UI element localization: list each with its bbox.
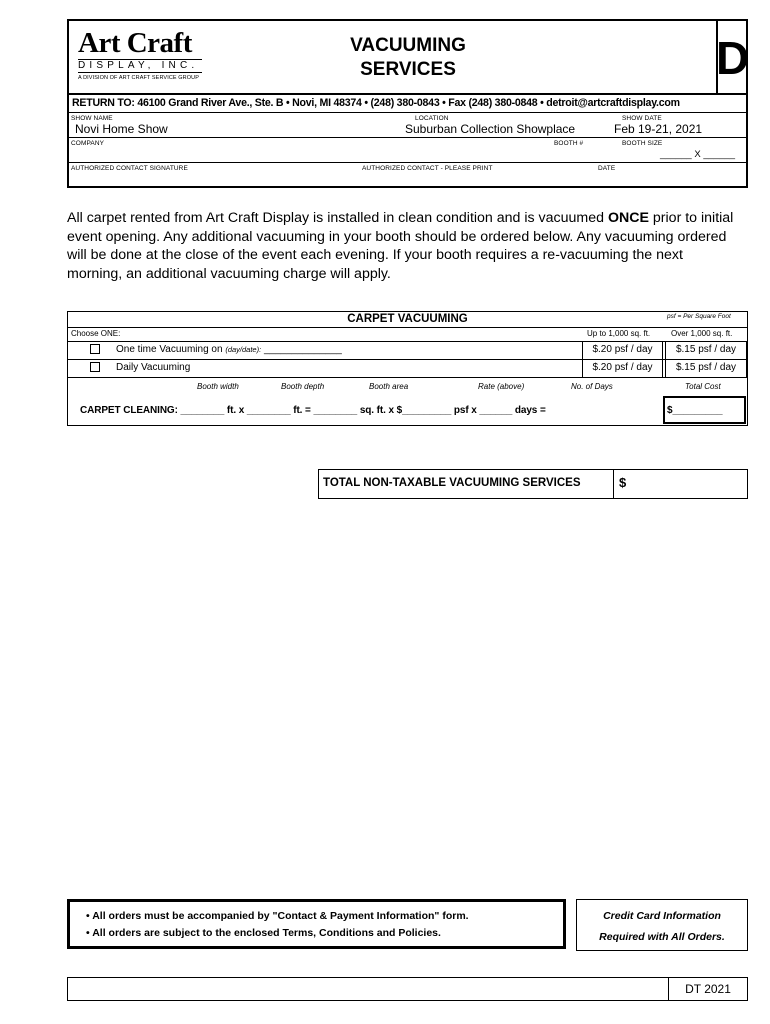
option-checkbox-daily[interactable] bbox=[90, 362, 100, 372]
doc-code: DT 2021 bbox=[685, 982, 731, 996]
total-cost-blank: $_________ bbox=[667, 405, 723, 416]
company-label: COMPANY bbox=[71, 140, 105, 147]
section-letter: D bbox=[716, 32, 750, 84]
signature-label: AUTHORIZED CONTACT SIGNATURE bbox=[71, 165, 188, 172]
logo bbox=[78, 28, 203, 81]
intro-emphasis: ONCE bbox=[607, 210, 649, 226]
doc-code-box bbox=[67, 977, 748, 1001]
divider bbox=[68, 377, 747, 378]
calc-header-area: Booth area bbox=[369, 382, 409, 391]
divider bbox=[68, 162, 747, 163]
title-line-1: VACUUMING bbox=[350, 35, 466, 56]
divider bbox=[68, 327, 747, 328]
credit-card-note bbox=[576, 906, 748, 948]
price-large-daily: $.15 psf / day bbox=[675, 362, 737, 373]
option-one-time-sublabel: (day/date): bbox=[225, 345, 262, 354]
calc-header-rate: Rate (above) bbox=[478, 382, 525, 391]
intro-text: prior to initial event opening. Any additional vacuuming in your booth should be ordered below. Any vacuuming ordered will be done at the close of the event each evening. If your booth requires a re-vacuuming the next morning, an additional vacuuming charge will apply. bbox=[67, 210, 734, 282]
intro-paragraph bbox=[67, 209, 735, 283]
psf-note: psf = Per Square Foot bbox=[667, 313, 731, 320]
show-date-value[interactable]: Feb 19-21, 2021 bbox=[614, 122, 703, 136]
footer-note-text: All orders must be accompanied by "Contact & Payment Information" form. bbox=[92, 910, 469, 922]
total-services-label: TOTAL NON-TAXABLE VACUUMING SERVICES bbox=[323, 477, 581, 489]
total-services-dollar[interactable]: $ bbox=[619, 475, 627, 490]
page-title bbox=[308, 34, 508, 82]
location-label: LOCATION bbox=[415, 115, 449, 122]
price-large-one-time: $.15 psf / day bbox=[675, 344, 737, 355]
logo-sub: DISPLAY, INC. bbox=[78, 59, 202, 73]
price-small-one-time: $.20 psf / day bbox=[592, 344, 653, 355]
calc-header-width: Booth width bbox=[197, 382, 239, 391]
option-checkbox-one-time[interactable] bbox=[90, 344, 100, 354]
carpet-cleaning-calc[interactable]: CARPET CLEANING: ________ ft. x ________ ft. = ________ sq. ft. x $_________ psf x ______ days = bbox=[80, 405, 546, 416]
location-value[interactable]: Suburban Collection Showplace bbox=[405, 122, 576, 136]
divider bbox=[68, 112, 747, 113]
show-date-label: SHOW DATE bbox=[622, 115, 662, 122]
divider bbox=[68, 93, 747, 95]
title-line-2: SERVICES bbox=[360, 59, 456, 80]
show-name-value[interactable]: Novi Home Show bbox=[75, 122, 168, 136]
logo-division: A DIVISION OF ART CRAFT SERVICE GROUP bbox=[78, 75, 199, 81]
choose-label: Choose ONE: bbox=[71, 329, 121, 338]
calc-header-total: Total Cost bbox=[685, 382, 721, 391]
option-one-time bbox=[116, 344, 342, 355]
print-name-label: AUTHORIZED CONTACT - PLEASE PRINT bbox=[362, 165, 493, 172]
option-daily-label: Daily Vacuuming bbox=[116, 362, 191, 373]
show-name-label: SHOW NAME bbox=[71, 115, 113, 122]
calc-header-days: No. of Days bbox=[571, 382, 613, 391]
footer-note: • All orders must be accompanied by "Contact & Payment Information" form. bbox=[86, 910, 469, 922]
col-header-small: Up to 1,000 sq. ft. bbox=[587, 329, 651, 338]
logo-main: Art Craft bbox=[78, 27, 192, 59]
footer-note-text: All orders are subject to the enclosed Terms, Conditions and Policies. bbox=[92, 926, 441, 939]
booth-number-label: BOOTH # bbox=[554, 140, 584, 147]
credit-card-line-1: Credit Card Information bbox=[603, 910, 721, 922]
footer-note: • All orders are subject to the enclosed Terms, Conditions and Policies. bbox=[86, 926, 441, 939]
divider bbox=[613, 470, 614, 498]
intro-text: All carpet rented from Art Craft Display is installed in clean condition and is vacuumed bbox=[67, 210, 608, 226]
credit-card-line-2: Required with All Orders. bbox=[599, 931, 725, 943]
booth-size-label: BOOTH SIZE bbox=[622, 140, 663, 147]
return-to-address: RETURN TO: 46100 Grand River Ave., Ste. B • Novi, MI 48374 • (248) 380-0843 • Fax (248) 380-0848 • detroit@artcraftdisplay.com bbox=[72, 97, 680, 109]
price-small-daily: $.20 psf / day bbox=[592, 362, 653, 373]
calc-header-depth: Booth depth bbox=[281, 382, 325, 391]
divider bbox=[68, 137, 747, 138]
booth-size-blank[interactable]: ______ X ______ bbox=[660, 149, 736, 160]
date-blank[interactable]: ______________ bbox=[263, 344, 342, 355]
footer-notes bbox=[86, 908, 469, 941]
table-title: CARPET VACUUMING bbox=[347, 313, 468, 325]
date-label: DATE bbox=[598, 165, 616, 172]
col-header-large: Over 1,000 sq. ft. bbox=[671, 329, 733, 338]
option-one-time-label: One time Vacuuming on bbox=[116, 344, 223, 355]
